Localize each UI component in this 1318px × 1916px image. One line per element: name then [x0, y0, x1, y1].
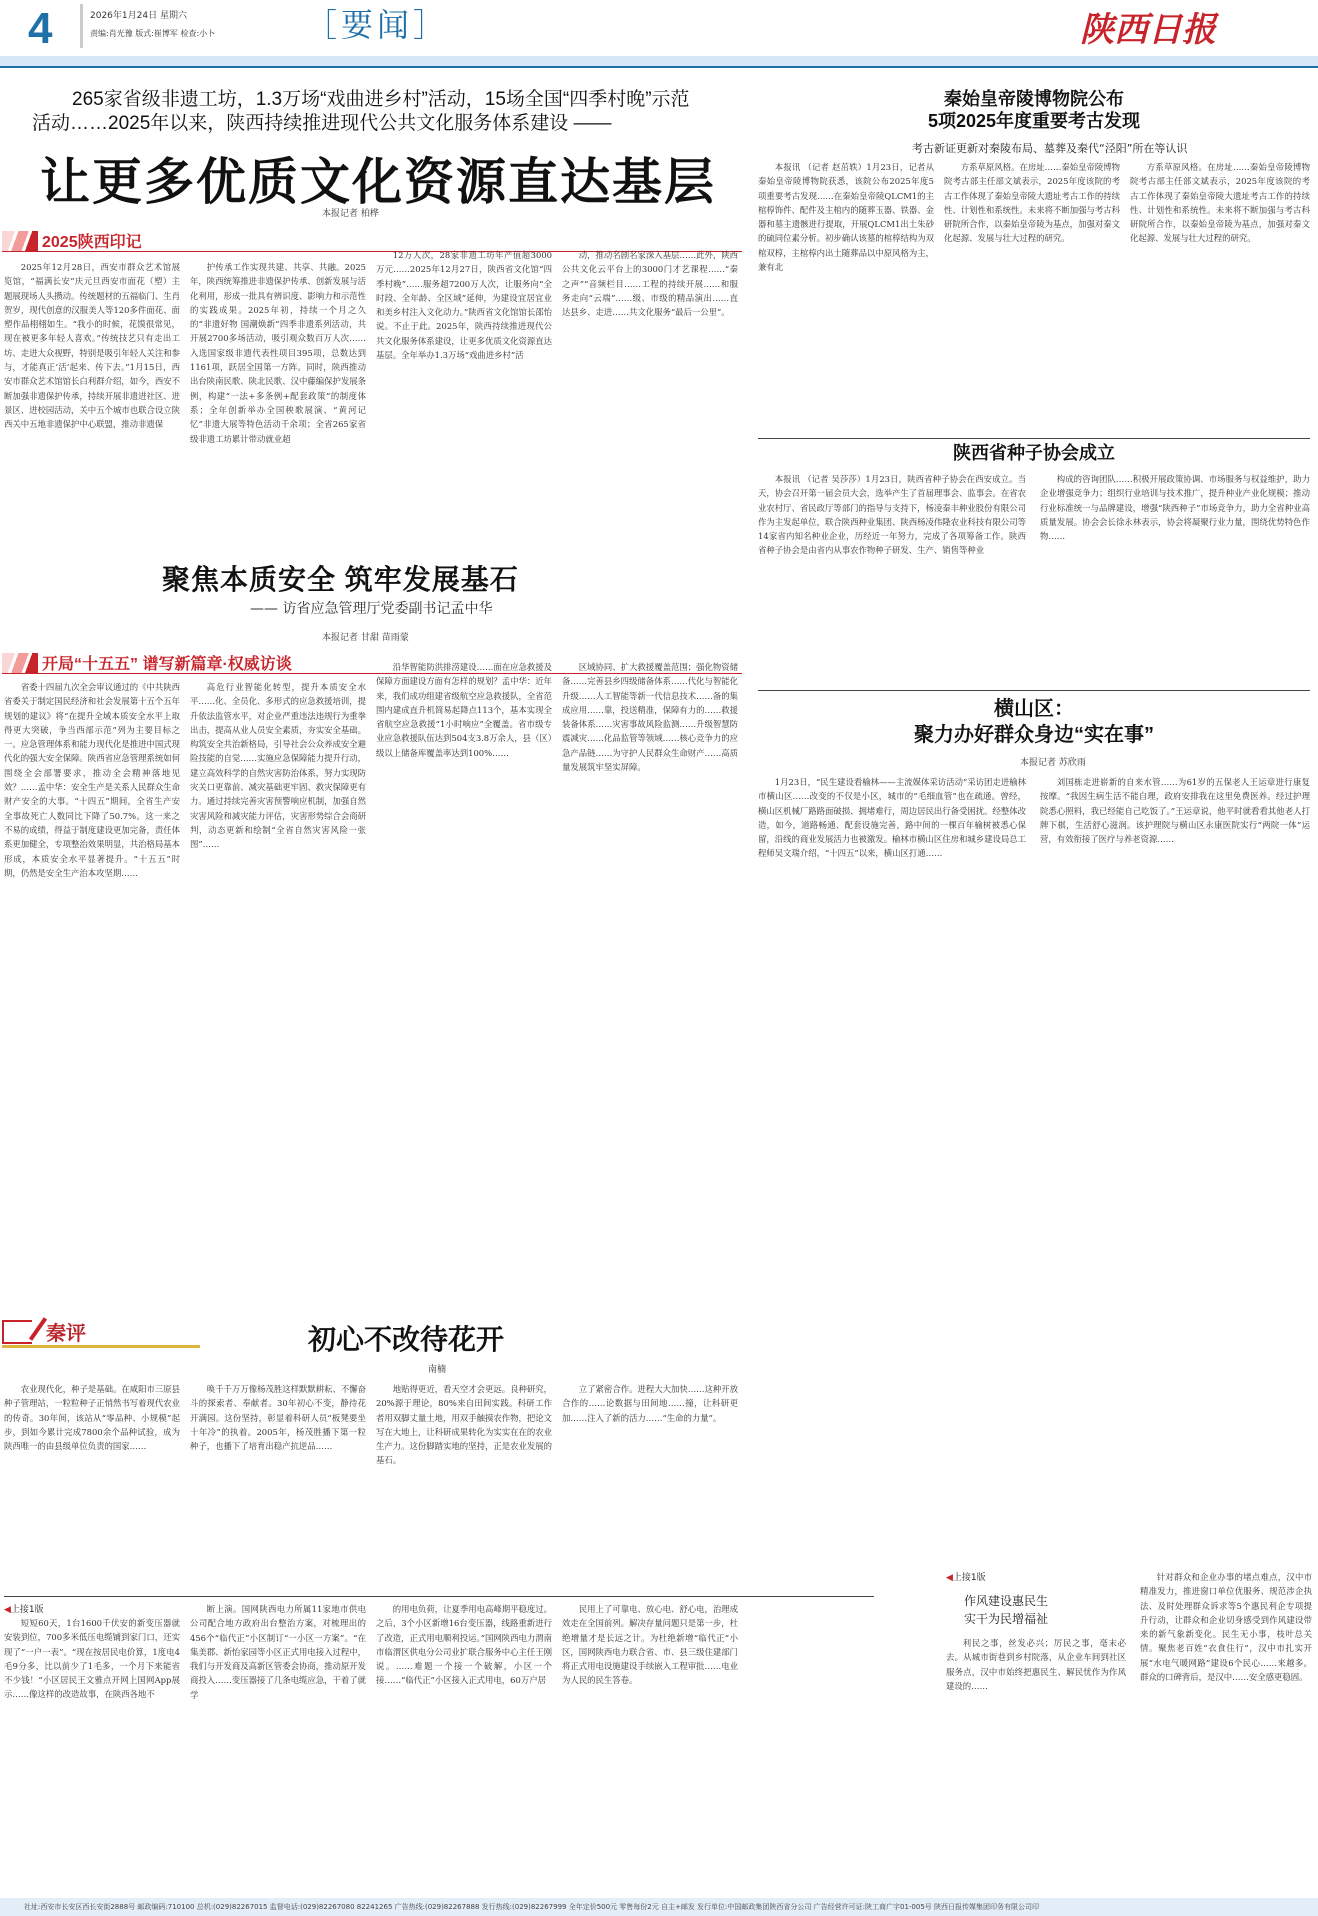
hengshan-headline-line-2: 聚力办好群众身边“实在事”: [914, 724, 1154, 746]
lead-headline: 让更多优质文化资源直达基层: [40, 154, 716, 210]
stripe-decoration: [2, 231, 38, 251]
interview-column-1: 省委十四届九次全会审议通过的《中共陕西省委关于制定国民经济和社会发展第十五个五年规划的建议》将“在提升全域本质安全水平上取得更大突破，争当西部示范”列为主要目标之一。应急管理体系和能力现代化是推进中国式现代化的强大安全保障。陕西省应急管理系统如何围绕全会部署要求，推动全会精神落地见效？……孟中华：安全生产是关系人民群众生命财产安全的大事。“十四五”期间，全省生产安全事故死亡人数同比下降了50.7%。这一来之不易的成绩，得益于制度建设更加完备，责任体系更加健全，专项整治效果明显，共治格局基本形成，本质安全水平显著提升。“十五五”时期，仍然是安全生产治本攻坚期……: [4, 682, 180, 878]
lead-column-3: 12万人次，28家非遗工坊年产值超3000万元……2025年12月27日，陕西省文化馆“四季村晚”……服务超7200万人次，让服务向“全时段、全年龄、全区域”延伸，为建设宜居宜业和美乡村注入文化动力。”陕西省文化馆馆长邵怡说。不止于此。2025年，陕西持续推进现代公共文化服务体系建设，让更多优质文化资源直达基层。全年举办1.3万场“戏曲进乡村”活: [376, 250, 552, 361]
hengshan-divider: [758, 690, 1310, 691]
pen-note-icon: [2, 1320, 32, 1344]
lead-column-4: 动，推动名剧名家深入基层……此外，陕西公共文化云平台上的3000门才艺课程……“秦之声”“音频栏目……工程的持续开展……和服务走向“云端”……级、市级的精品演出……直达县乡、走进……共文化服务“最后一公里”。: [562, 250, 738, 318]
section-tag: ［要闻］: [305, 6, 450, 44]
interview-column-3: 沿华智能防洪排涝建设……面在应急救援及保障方面建设方面有怎样的规划？孟中华：近年来，我们成功组建省级航空应急救援队，全省范围内建成直升机简易起降点113个，基本实现全省航空应急救援“1小时响应”全覆盖。省市级专业应急救援队伍达到504支3.8万余人，县（区）级以上储备库覆盖率达到100%……: [376, 662, 552, 758]
lead-byline: 本报记者 柏桦: [322, 209, 379, 219]
header-band: [0, 56, 1318, 68]
museum-column-3: 方系草原风格。在房址……秦始皇帝陵博物院考古部主任部文斌表示，2025年度该院的考古工作体现了秦始皇帝陵大遗址考古工作的持续性、计划性和系统性。未来将不断加强与考古科研院所合作，以秦始皇帝陵为基点，加强对秦文化起源、发展与壮大过程的研究。: [1130, 162, 1310, 244]
seed-divider: [758, 438, 1310, 439]
museum-column-2: 方系草原风格。在房址……秦始皇帝陵博物院考古部主任部文斌表示，2025年度该院的考古工作体现了秦始皇帝陵大遗址考古工作的持续性、计划性和系统性。未来将不断加强与考古科研院所合作，以秦始皇帝陵为基点，加强对秦文化起源、发展与壮大过程的研究。: [944, 162, 1120, 244]
newspaper-logo: 陕西日报: [1080, 10, 1216, 50]
hanzhong-headline-line-2: 实干为民增福祉: [963, 1612, 1048, 1626]
museum-column-1: 本报讯 （记者 赵茁轶）1月23日，记者从秦始皇帝陵博物院获悉，该院公布2025年度5项重要考古发现……在秦始皇帝陵QLCM1的主棺椁饰件、配件及主棺内的随葬玉器、铁器、金器和墓主遗骸进行提取，开展QLCM1出土朱砂的硫同位素分析。初步确认该墓的棺椁结构为双棺双椁，主棺椁内出土随葬品以中原风格为主，兼有北: [758, 162, 934, 273]
commentary-byline: 南楠: [428, 1365, 447, 1375]
power-continued-marker: [4, 1602, 44, 1615]
page-number: 4: [28, 4, 53, 53]
masthead-divider: [80, 4, 83, 48]
museum-headline-line-1: 秦始皇帝陵博物院公布: [944, 89, 1124, 109]
seed-headline: 陕西省种子协会成立: [953, 443, 1115, 463]
power-column-4: 民用上了可靠电、放心电、舒心电，治理成效走在全国前列。解决存量问题只是第一步，杜绝增量才是长远之计。为杜绝新增“临代正”小区，国网陕西电力联合省、市、县三级住建部门将正式用电设施建设手续嵌入工程审批……电业为人民的民生答卷。: [562, 1604, 738, 1686]
interview-column-4: 区域协同、扩大救援覆盖范围；强化物资储备……完善县乡四级储备体系……代化与智能化升级……人工智能等新一代信息技术……备的集成应用……靠，投送精准，保障有力的……救援装备体系……灾害事故风险监测……升级智慧防震减灾……化品监管等领域……核心竞争力的应急产品链……为守护人民群众生命财产……高质量发展筑牢坚实屏障。: [562, 662, 738, 773]
lead-column-2: 护传承工作实现共建、共享、共融。2025年，陕西统筹推进非遗保护传承、创新发展与活化利用，形成一批具有辨识度、影响力和示范性的实践成果。2025年初，持续一个月之久的“非遗好物 国潮焕新”四季非遗系列活动，共开展2700多场活动，吸引观众数百万人次……入选国家级非遗代表性项目395项，总数达到1161项，跃居全国第一方阵。同时，陕西推动出台陕南民歌、陕北民歌、汉中藤编保护发展条例，构建“一法+多条例+配套政策”的制度体系；全年创新举办全国秧歌展演、“黄河记忆”非遗大展等特色活动千余项；全省265家省级非遗工坊累计带动就业超: [190, 262, 366, 444]
interview-byline: 本报记者 甘甜 苗雨蒙: [322, 633, 409, 643]
power-column-2: 断上演。国网陕西电力所属11家地市供电公司配合地方政府出台整治方案，对梳理出的456个“临代正”小区制订“一小区一方案”。“在集美郡、新怡家园等小区正式用电接入过程中，我们与开发商及高新区管委会协商，推动原开发商投入……变压器接了几条电缆应急，干着了就学: [190, 1604, 366, 1700]
hengshan-column-2: 刘国栋走进崭新的自来水管……为61岁的五保老人王运章进行康复按摩。“我因生病生活不能自理，政府安排我在这里免费医养。经过护理院悉心照料，我已经能自己吃饭了。”王运章说，他平时就看看其他老人打牌下棋，生活舒心滋润。该护理院与横山区永康医院实行“两院一体”运营，有效衔接了医疗与养老资源……: [1040, 777, 1310, 845]
hanzhong-continued-marker: [946, 1570, 986, 1583]
commentary-column-2: 唤千千万万像杨茂胜这样默默耕耘、不懈奋斗的探索者、奉献者。30年初心不变，静待花开满园。这份坚持，彰显着科研人员“板凳要坐十年冷”的执着。2005年，杨茂胜播下第一粒种子，也播下了培育出稳产抗逆品……: [190, 1384, 366, 1452]
hanzhong-column-1: 利民之事，丝发必兴；厉民之事，毫末必去。从城市街巷到乡村院落，从企业车间到社区服务点，汉中市始终把惠民生、解民忧作为作风建设的……: [946, 1638, 1126, 1691]
commentary-column-1: 农业现代化，种子是基础。在咸阳市三原县种子管理站，一粒粒种子正悄然书写着现代农业的传奇。30年间，该站从“零品种、小规模”起步，到如今累计完成7800余个品种试验，成为陕西唯一的由县级单位负责的国家……: [4, 1384, 180, 1452]
museum-dek: 考古新证更新对秦陵布局、墓葬及秦代“泾阳”所在等认识: [912, 142, 1188, 155]
section-label-text: 开局“十五五” 谱写新篇章·权威访谈: [42, 656, 292, 673]
editor-credits: 责编:肖光豫 版式:崔博军 检查:小卜: [90, 29, 216, 38]
commentary-column-3: 地贴得更近，看天空才会更远。良种研究，20%源于理论，80%来自田间实践。科研工作者用双脚丈量土地，用双手触摸农作物，把论文写在大地上，让科研成果转化为实实在在的农业生产力。这份脚踏实地的坚持，正是农业发展的基石。: [376, 1384, 552, 1466]
issue-date: 2026年1月24日 星期六: [90, 11, 187, 21]
interview-headline: 聚焦本质安全 筑牢发展基石: [162, 564, 519, 595]
hanzhong-headline-line-1: 作风建设惠民生: [963, 1594, 1048, 1608]
lead-kicker: [32, 88, 722, 136]
footer-imprint: 社址:西安市长安区西长安街2888号 邮政编码:710100 总机:(029)82267015 监督电话:(029)82267080 82241265 广告热线:(029)82267888 发行热线:(029)82267999 全年定价500元 零售每份2元 自主+邮发 发行单位:中国邮政集团陕西省分公司 广告经营许可证:陕工商广字01-005号 陕西日报传媒集团印务有限公司印: [0, 1898, 1318, 1916]
commentary-headline: 初心不改待花开: [308, 1323, 505, 1356]
hengshan-headline: [758, 696, 1310, 748]
lead-column-1: 2025年12月28日，西安市群众艺术馆展览馆，“福满长安”庆元旦西安市面花（塑）主题展现场人头攒动。传统题材的五福临门、生肖贺岁，现代创意的汉服美人等120多件面花、面塑作品栩栩如生。“我小的时候，花馍很常见，现在被更多年轻人喜欢。”传统技艺只有走出工坊、走进大众视野，特别是吸引年轻人关注和参与，才能真正‘活’起来、传下去。”1月15日，西安市群众艺术馆馆长白利群介绍，如今，西安不断加强非遗保护传承，持续开展非遗进社区、进景区、进校园活动，关中五个城市也联合设立陕西关中五地非遗保护中心联盟，推动非遗保: [4, 262, 180, 430]
power-column-1: 短短60天，1台1600千伏安的新变压器就安装到位，700多米低压电缆铺到家门口，还实现了“一户一表”。“现在按居民电价算，1度电4毛9分多，比以前少了1毛多，一个月下来能省不少钱！”小区居民王文雅点开网上国网App展示……像这样的改造故事，在陕西各地不: [4, 1618, 180, 1700]
interview-column-2: 高危行业智能化转型，提升本质安全水平……化、全员化、多形式的应急救援培训，提升依法监管水平，对企业严重违法违规行为重拳出击，提高从业人员安全素质，夯实安全基础。构筑安全共治新格局，引导社会公众养成安全避险技能的自觉……实施应急保障能力提升行动，建立高效科学的自然灾害防治体系，努力实现防灾关口更靠前、减灾基础更牢固、救灾保障更有力。通过持续完善灾害预警响应机制，加强自然灾害风险和减灾能力评估，灾害形势综合会商研判，动态更新和绘制“全省自然灾害风险一张图”……: [190, 682, 366, 850]
museum-headline-line-2: 5项2025年度重要考古发现: [927, 111, 1141, 131]
hanzhong-headline: [946, 1592, 1066, 1628]
kicker-line-1: 265家省级非遗工坊，1.3万场“戏曲进乡村”活动，15场全国“四季村晚”示范: [72, 89, 690, 110]
seed-column-1: 本报讯 （记者 吴莎莎）1月23日，陕西省种子协会在西安成立。当天，协会召开第一届会员大会，选举产生了首届理事会、监事会。在省农业农村厅、省民政厅等部门的指导与支持下，杨凌秦丰种业股份有限公司作为主发起单位，联合陕西种业集团、陕西杨凌伟隆农业科技有限公司等14家省内知名种业企业，历经近一年努力，完成了各项筹备工作。陕西省种子协会是由省内从事农作物种子研发、生产、销售等种业: [758, 474, 1026, 556]
power-column-3: 的用电负荷，让夏季用电高峰期平稳度过。之后，3个小区新增16台变压器，线路重新进行了改造，正式用电顺利投运。”国网陕西电力渭南市临渭区供电分公司业扩联合服务中心主任王刚说。……难题一个接一个破解，小区一个接……“临代正”小区接入正式用电，60万户居: [376, 1604, 552, 1686]
commentary-label: [2, 1318, 200, 1348]
hengshan-byline: 本报记者 苏欣雨: [1020, 758, 1086, 768]
section-label-text: 2025陕西印记: [42, 234, 142, 251]
museum-headline: [760, 88, 1308, 132]
seed-column-2: 构成的咨询团队……积极开展政策协调、市场服务与权益维护，助力企业增强竞争力；组织行业培训与技术推广，提升种业产业化规模；推动行业标准统一与品牌建设，增强“陕西种子”市场竞争力，助力全省种业高质量发展。协会会长徐永林表示，协会将凝聚行业力量，围绕优势特色作物……: [1040, 474, 1310, 542]
stripe-decoration: [2, 653, 38, 673]
hengshan-headline-line-1: 横山区：: [994, 698, 1074, 720]
commentary-label-text: 秦评: [46, 1321, 86, 1345]
hengshan-column-1: 1月23日，“民生建设看榆林——主流媒体采访活动”采访团走进榆林市横山区……改变的不仅是小区，城市的“毛细血管”也在疏通。曾经，横山区机械厂路路面破损、拥堵难行，周边居民出行备受困扰。经整体改造，如今，道路畅通、配套设施完善，路中间的一棵百年榆树被悉心保留，沿线的商业发展活力也被激发。榆林市横山区住房和城乡建设局总工程师吴文瑞介绍，“十四五”以来，横山区打通……: [758, 777, 1026, 859]
kicker-line-2: 活动……2025年以来，陕西持续推进现代公共文化服务体系建设 ——: [32, 113, 612, 134]
power-continued-label: 上接1版: [10, 1605, 44, 1615]
hanzhong-continued-label: 上接1版: [952, 1573, 986, 1583]
interview-dek: —— 访省应急管理厅党委副书记孟中华: [250, 601, 493, 617]
hanzhong-column-2: 针对群众和企业办事的堵点难点，汉中市精准发力，推进窗口单位优服务、规范涉企执法、及时处理群众诉求等5个惠民利企专项提升行动，让群众和企业切身感受到作风建设带来的新气象新变化。民生无小事，枝叶总关情。聚焦老百姓“衣食住行”，汉中市扎实开展“水电气暖网路”建设6个民心……来越多。群众的口碑背后，是汉中……安全感更稳固。: [1140, 1572, 1312, 1683]
left-arrow-icon: ◀: [946, 1573, 953, 1583]
commentary-column-4: 立了紧密合作。进程大大加快……这种开放合作的……论数据与田间地……撞，让科研更加……注入了新的活力……“生命的力量”。: [562, 1384, 738, 1423]
power-divider: [4, 1596, 874, 1597]
left-arrow-icon: ◀: [4, 1605, 11, 1615]
